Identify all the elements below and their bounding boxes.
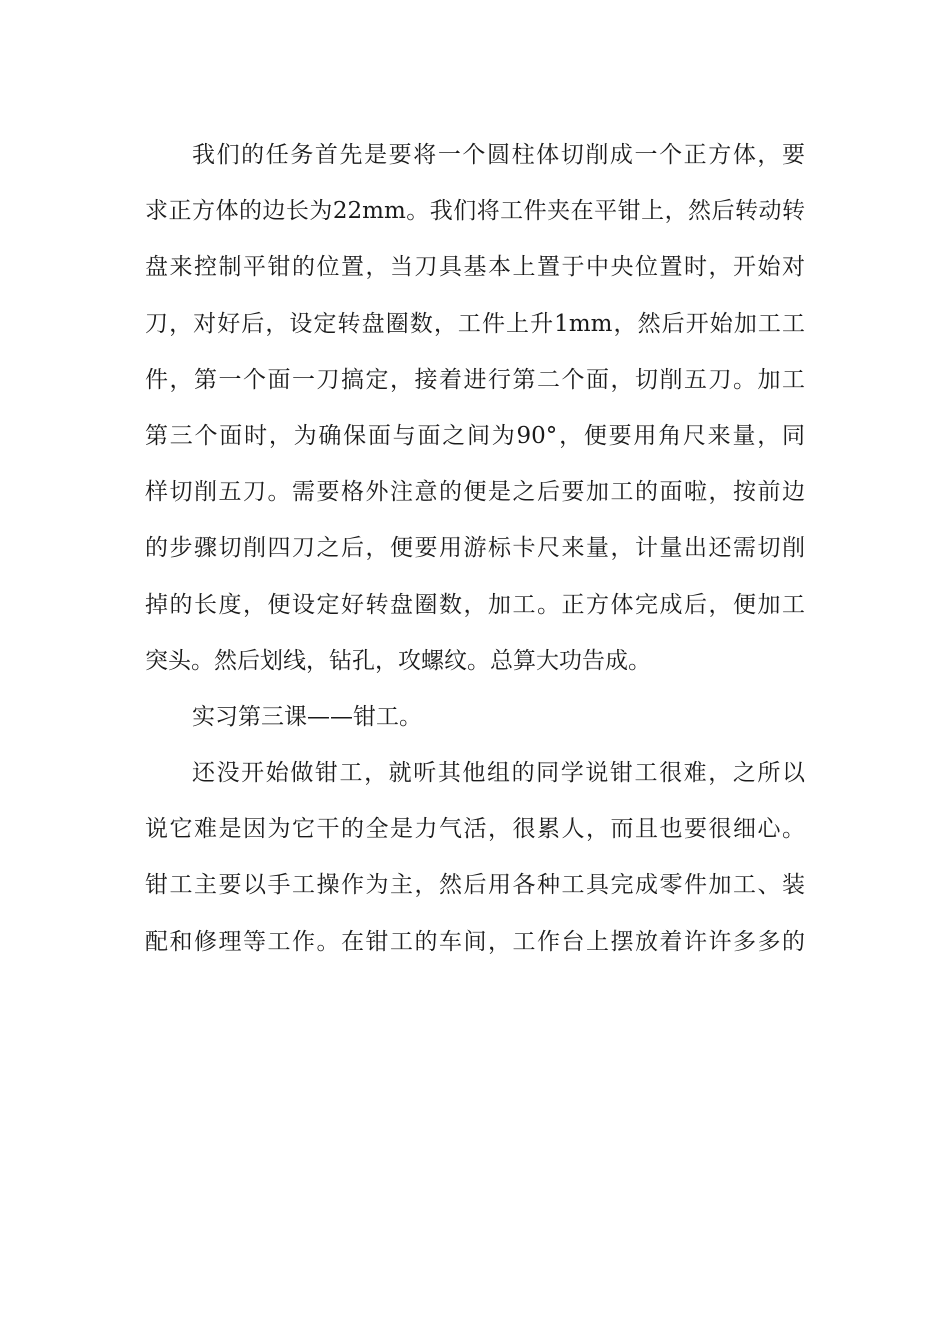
section-heading: 实习第三课——钳工。 — [192, 703, 422, 730]
text-line: 说它难是因为它干的全是力气活，很累人，而且也要很细心。 — [145, 816, 805, 843]
text-line: 还没开始做钳工，就听其他组的同学说钳工很难，之所以 — [192, 760, 805, 787]
text-line: 第三个面时，为确保面与面之间为90°，便要用角尺来量，同 — [145, 422, 805, 449]
text-line: 样切削五刀。需要格外注意的便是之后要加工的面啦，按前边 — [145, 479, 805, 506]
text-line: 求正方体的边长为22mm。我们将工件夹在平钳上，然后转动转 — [145, 198, 805, 225]
text-line: 的步骤切削四刀之后，便要用游标卡尺来量，计量出还需切削 — [145, 535, 805, 562]
section-heading-fitter — [145, 689, 805, 745]
paragraph-fitter-intro — [145, 745, 805, 970]
text-line: 突头。然后划线，钻孔，攻螺纹。总算大功告成。 — [145, 647, 651, 674]
text-line: 件，第一个面一刀搞定，接着进行第二个面，切削五刀。加工 — [145, 366, 805, 393]
text-line: 掉的长度，便设定好转盘圈数，加工。正方体完成后，便加工 — [145, 591, 805, 618]
text-line: 钳工主要以手工操作为主，然后用各种工具完成零件加工、装 — [145, 872, 805, 899]
document-body — [145, 127, 805, 970]
text-line: 盘来控制平钳的位置，当刀具基本上置于中央位置时，开始对 — [145, 254, 805, 281]
paragraph-milling-task — [145, 127, 805, 689]
text-line: 我们的任务首先是要将一个圆柱体切削成一个正方体，要 — [192, 142, 805, 168]
text-line: 配和修理等工作。在钳工的车间，工作台上摆放着许许多多的 — [145, 928, 805, 955]
text-line: 刀，对好后，设定转盘圈数，工件上升1mm，然后开始加工工 — [145, 310, 805, 337]
